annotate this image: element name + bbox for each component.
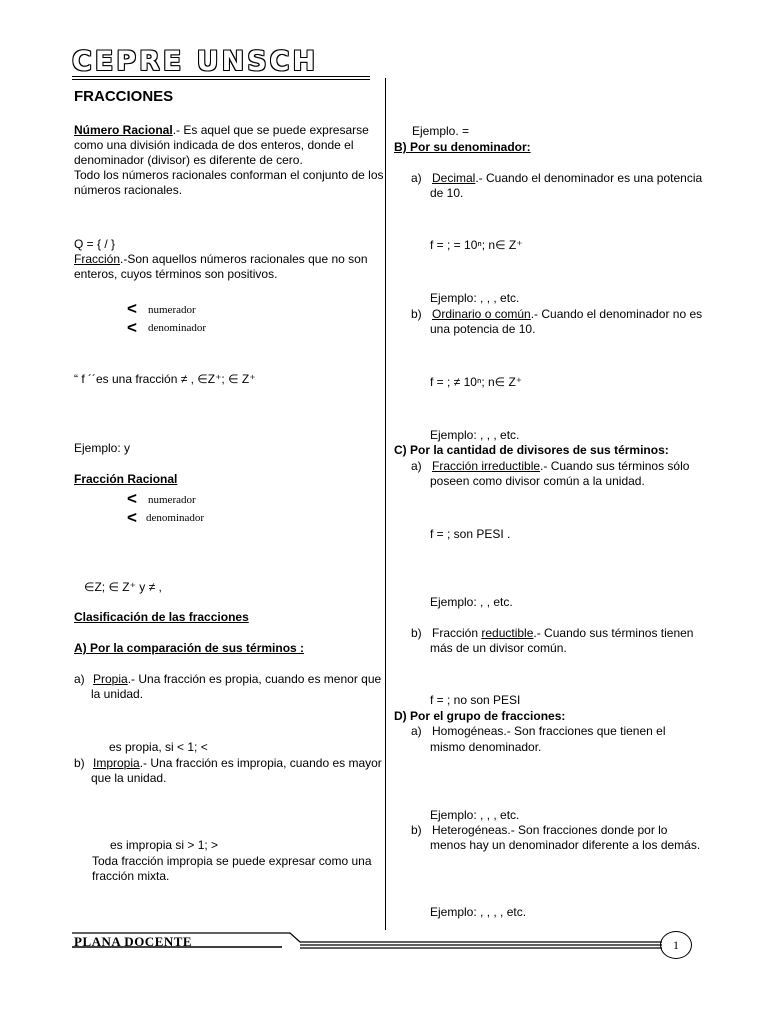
impropia-line1: Impropia.- Una fracción es impropia, cuando es mayor [93, 756, 382, 770]
ordinario-line2: una potencia de 10. [430, 322, 536, 336]
reductible-f: f = ; no son PESI [430, 693, 521, 707]
ordinario-bullet: b) [411, 307, 422, 321]
conditions: ∈Z; ∈ Z⁺ y ≠ , [84, 580, 162, 594]
irreductible-f: f = ; son PESI . [430, 527, 511, 541]
ordinario-line1: Ordinario o común.- Cuando el denominador no es [432, 307, 703, 321]
heterogeneas-line1: Heterogéneas.- Son fracciones donde por lo [432, 823, 668, 837]
homogeneas-line1: Homogéneas.- Son fracciones que tienen el [432, 724, 666, 738]
irreductible-term: Fracción irreductible [432, 459, 541, 473]
reductible-line2: más de un divisor común. [430, 641, 567, 655]
propia-si: es propia, si < 1; < [109, 740, 208, 754]
header-rule-bottom [72, 79, 370, 80]
set-q: Q = { / } [74, 237, 116, 251]
numero-racional-term: Número Racional [74, 123, 173, 137]
footer-rule [72, 928, 672, 952]
irreductible-line2: poseen como divisor común a la unidad. [430, 474, 645, 488]
b-title: B) Por su denominador: [394, 140, 531, 154]
irreductible-line1: Fracción irreductible.- Cuando sus términos sólo [432, 459, 690, 473]
impropia-line2: que la unidad. [91, 771, 167, 785]
label-denominador-2: denominador [146, 512, 205, 524]
arrow-denominador: < [127, 318, 137, 337]
heterogeneas-bullet: b) [411, 823, 422, 837]
decimal-f: f = ; = 10ⁿ; n∈ Z⁺ [430, 238, 523, 252]
numero-racional-line5: números racionales. [74, 183, 183, 197]
mixta-line1: Toda fracción impropia se puede expresar como una [92, 854, 372, 868]
irreductible-ejemplo: Ejemplo: , , etc. [430, 595, 513, 609]
header-rule-top [72, 76, 370, 77]
impropia-si: es impropia si > 1; > [110, 838, 219, 852]
column-divider [385, 78, 386, 930]
reductible-term: reductible [481, 626, 534, 640]
arrow-numerador-2: < [127, 489, 137, 508]
header-title: CEPRE UNSCH [72, 46, 319, 77]
clasificacion-title: Clasificación de las fracciones [74, 610, 249, 624]
impropia-term: Impropia [93, 756, 140, 770]
decimal-bullet: a) [411, 171, 422, 185]
ordinario-ejemplo: Ejemplo: , , , etc. [430, 428, 520, 442]
reductible-bullet: b) [411, 626, 422, 640]
footer-label: PLANA DOCENTE [74, 934, 193, 949]
decimal-ejemplo: Ejemplo: , , , etc. [430, 291, 520, 305]
f-es-fraccion: “ f ´´es una fracción ≠ , ∈Z⁺; ∈ Z⁺ [74, 372, 256, 386]
mixta-line2: fracción mixta. [92, 869, 170, 883]
arrow-numerador: < [127, 299, 137, 318]
numero-racional-line1: Número Racional.- Es aquel que se puede expresarse [74, 123, 369, 137]
propia-line1: Propia.- Una fracción es propia, cuando es menor que [93, 672, 382, 686]
ordinario-term: Ordinario o común [432, 307, 531, 321]
reductible-line1: Fracción reductible.- Cuando sus términos tienen [432, 626, 694, 640]
fraccion-line1: Fracción.-Son aquellos números racionales que no son [74, 252, 368, 266]
label-denominador: denominador [148, 322, 207, 334]
section-title: FRACCIONES [74, 88, 174, 105]
impropia-bullet: b) [74, 756, 85, 770]
propia-bullet: a) [74, 672, 85, 686]
decimal-term: Decimal [432, 171, 476, 185]
ejemplo-y: Ejemplo: y [74, 441, 131, 455]
arrow-denominador-2: < [127, 508, 137, 527]
a-title: A) Por la comparación de sus términos : [74, 641, 305, 655]
decimal-line1: Decimal.- Cuando el denominador es una potencia [432, 171, 703, 185]
page-number: 1 [660, 931, 692, 959]
numero-racional-line3: denominador (divisor) es diferente de cero. [74, 153, 303, 167]
d-title: D) Por el grupo de fracciones: [394, 709, 566, 723]
propia-line2: la unidad. [91, 687, 144, 701]
irreductible-bullet: a) [411, 459, 422, 473]
heterogeneas-ejemplo: Ejemplo: , , , , etc. [430, 905, 527, 919]
homogeneas-ejemplo: Ejemplo: , , , etc. [430, 808, 520, 822]
heterogeneas-line2: menos hay un denominador diferente a los demás. [430, 838, 701, 852]
ejemplo-eq: Ejemplo. = [412, 124, 470, 138]
decimal-line2: de 10. [430, 186, 464, 200]
numero-racional-line2: como una división indicada de dos enteros, donde el [74, 138, 354, 152]
c-title: C) Por la cantidad de divisores de sus términos: [394, 443, 669, 457]
propia-term: Propia [93, 672, 128, 686]
homogeneas-line2: mismo denominador. [430, 740, 542, 754]
label-numerador-2: numerador [148, 494, 196, 506]
fraccion-term: Fracción [74, 252, 121, 266]
ordinario-f: f = ; ≠ 10ⁿ; n∈ Z⁺ [430, 375, 523, 389]
numero-racional-line4: Todo los números racionales conforman el conjunto de los [74, 168, 384, 182]
label-numerador: numerador [148, 304, 196, 316]
fraccion-line2: enteros, cuyos términos son positivos. [74, 267, 278, 281]
homogeneas-bullet: a) [411, 724, 422, 738]
fraccion-racional-title: Fracción Racional [74, 472, 178, 486]
